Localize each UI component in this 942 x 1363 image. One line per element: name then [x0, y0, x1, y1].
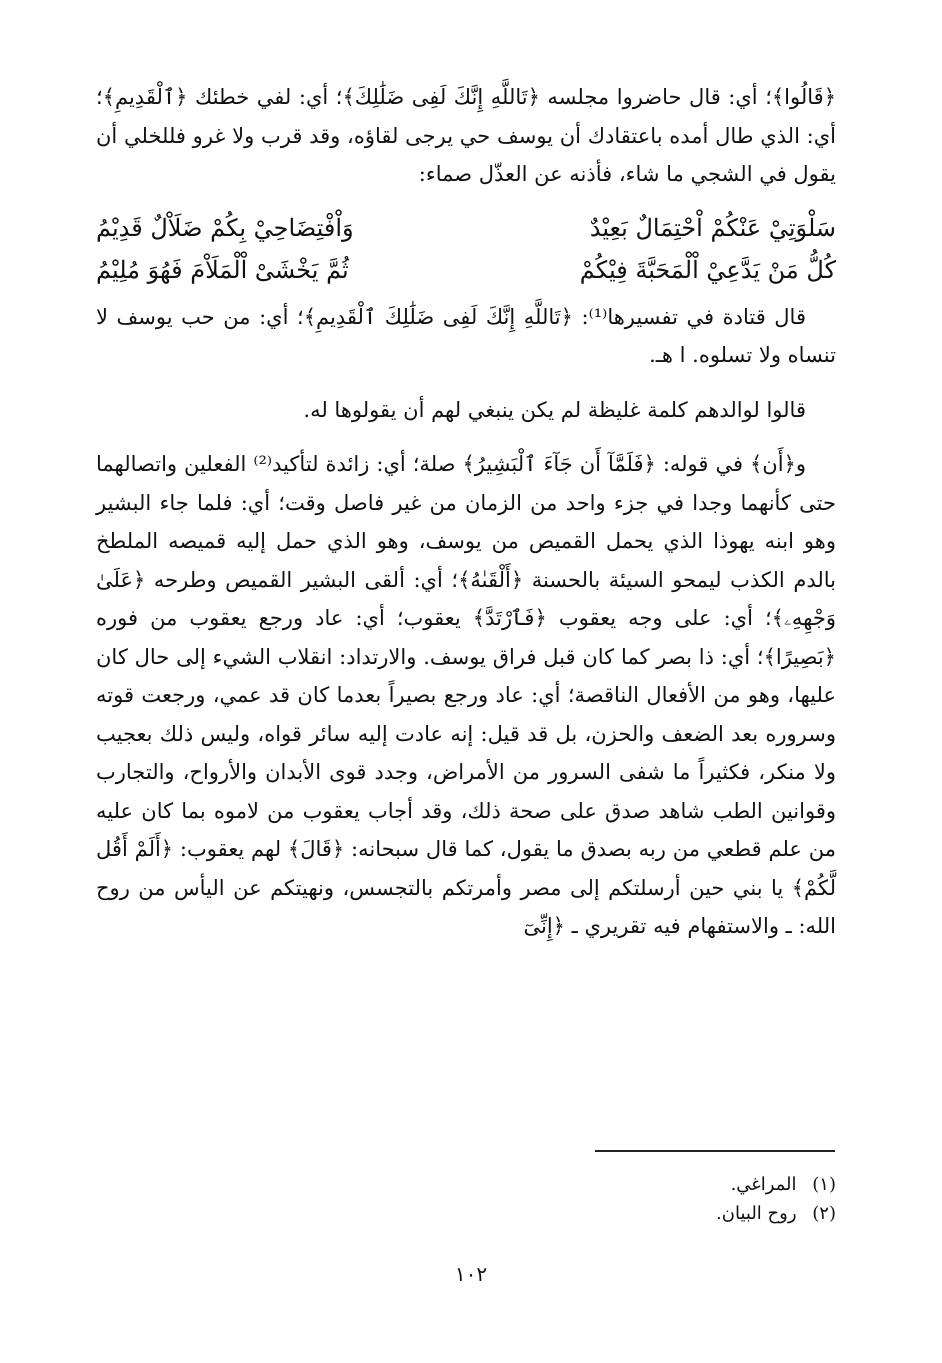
footnote-1-text: المراغي.	[730, 1174, 797, 1195]
poem-verse-1-second-hemistich: وَاْفْتِضَاحِيْ بِكُمْ ضَلَاْلٌ قَدِيْمُ	[96, 213, 354, 242]
footnote-1-number: (١)	[812, 1174, 836, 1195]
poem-verse-2-first-hemistich: كُلُّ مَنْ يَدَّعِيْ اْلْمَحَبَّةَ فِيْكُمْ	[579, 255, 836, 284]
poem	[96, 208, 836, 292]
footnote-separator	[595, 1150, 835, 1152]
paragraph-4: و﴿أَن﴾ في قوله: ﴿فَلَمَّآ أَن جَآءَ ٱلْبَشِيرُ﴾ صلة؛ أي: زائدة لتأكيد⁽²⁾ الفعلين واتصالهما حتى كأنهما وجدا في جزء واحد من الزمان من غير فاصل وقت؛ أي: فلما جاء البشير وهو ابنه يهوذا الذي يحمل القميص من يوسف، وهو الذي حمل إليه قميصه الملطخ بالدم الكذب ليمحو السيئة بالحسنة ﴿أَلْقَىٰهُ﴾؛ أي: ألقى البشير القميص وطرحه ﴿عَلَىٰ وَجْهِهِۦ﴾؛ أي: على وجه يعقوب ﴿فَٱرْتَدَّ﴾ يعقوب؛ أي: عاد ورجع يعقوب من فوره ﴿بَصِيرًا﴾؛ أي: ذا بصر كما كان قبل فراق يوسف. والارتداد: انقلاب الشيء إلى حال كان عليها، وهو من الأفعال الناقصة؛ أي: عاد ورجع بصيراً بعدما كان قد عمي، ورجعت قوته وسروره بعد الضعف والحزن، بل قد قيل: إنه عادت إليه سائر قواه، وليس ذلك بعجيب ولا منكر، فكثيراً ما شفى السرور من الأمراض، وجدد قوى الأبدان والأرواح، والتجارب وقوانين الطب شاهد صدق على صحة ذلك، وقد أجاب يعقوب من لاموه بما كان عليه من علم قطعي من ربه بصدق ما يقول، كما قال سبحانه: ﴿قَالَ﴾ لهم يعقوب: ﴿أَلَمْ أَقُل لَّكُمْ﴾ يا بني حين أرسلتكم إلى مصر وأمرتكم بالتجسس، ونهيتكم عن اليأس من روح الله: ـ والاستفهام فيه تقريري ـ ﴿إِنِّىٓ	[96, 452, 837, 938]
page-body	[96, 78, 836, 946]
footnote-2	[436, 1199, 836, 1228]
paragraph-3: قالوا لوالدهم كلمة غليظة لم يكن ينبغي لهم أن يقولوها له.	[303, 397, 806, 422]
footnote-2-number: (٢)	[812, 1203, 836, 1224]
footnote-1	[436, 1170, 836, 1199]
paragraph-1: ﴿قَالُوا﴾؛ أي: قال حاضروا مجلسه ﴿تَاللَّهِ إِنَّكَ لَفِى ضَلَٰلِكَ﴾؛ أي: لفي خطئك ﴿ٱلْقَدِيمِ﴾؛ أي: الذي طال أمده باعتقادك أن يوسف حي يرجى لقاؤه، وقد قرب ولا غرو فللخلي أن يقول في الشجي ما شاء، فأذنه عن العذّل صماء:	[96, 85, 836, 186]
footnote-2-text: روح البيان.	[716, 1203, 797, 1224]
page-number: ١٠٢	[454, 1262, 488, 1286]
poem-verse-1	[96, 208, 836, 250]
poem-verse-2	[96, 250, 836, 292]
poem-verse-2-second-hemistich: ثُمَّ يَخْشَىْ اْلْمَلَاْمَ فَهُوَ مُلِيْمُ	[96, 255, 349, 284]
poem-verse-1-first-hemistich: سَلْوَتِيْ عَنْكُمْ اْحْتِمَالٌ بَعِيْدٌ	[589, 213, 836, 242]
paragraph-2: قال قتادة في تفسيرها⁽¹⁾: ﴿تَاللَّهِ إِنَّكَ لَفِى ضَلَٰلِكَ ٱلْقَدِيمِ﴾؛ أي: من حب يوسف لا تنساه ولا تسلوه. ا هـ.	[96, 304, 836, 367]
footnotes	[436, 1170, 836, 1228]
